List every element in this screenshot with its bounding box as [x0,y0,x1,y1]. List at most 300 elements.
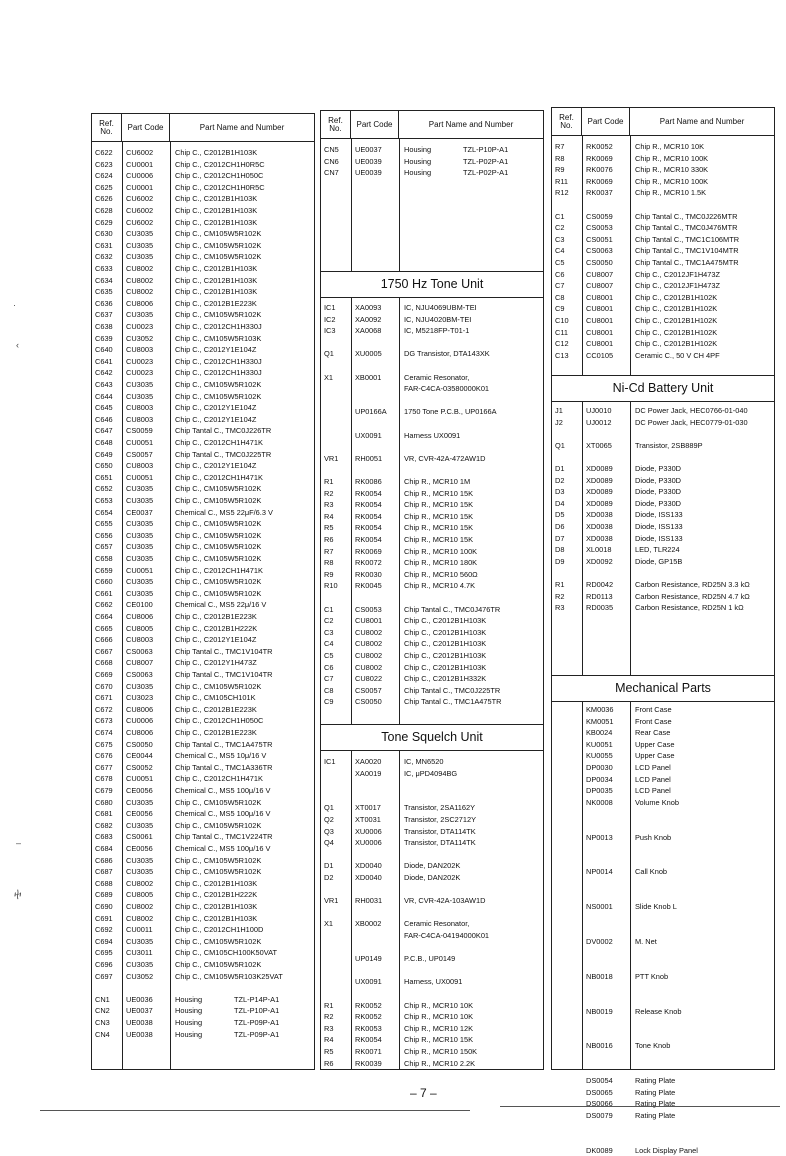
table-row [321,615,543,627]
part-code-cell: CU0006 [126,716,154,726]
table-row [321,1000,543,1012]
part-name-cell: Upper Case [635,739,675,749]
table-row [321,511,543,523]
part-name-cell: Housing [404,156,432,166]
ref-cell: C9 [555,304,565,314]
ref-cell: VR1 [324,896,339,906]
part-code-cell: UE0037 [355,145,382,154]
ref-cell: Q3 [324,826,334,836]
part-code-cell: XA0093 [355,303,382,312]
part-code-cell: CU8005 [126,890,154,900]
ref-cell: C690 [95,902,113,911]
part-name-cell: Chip C., C2012Y1E104Z [175,414,257,424]
ref-cell: R1 [324,477,334,486]
ref-cell: R3 [324,1023,334,1033]
table-row [92,205,314,217]
table-row [321,167,543,179]
header-part-code: Part Code [351,111,399,138]
scan-mark: ‹ [16,340,19,350]
ref-cell: C645 [95,403,113,413]
ref-cell: C675 [95,739,113,749]
part-code-cell: CU0023 [126,368,154,378]
part-name-cell: Chip C., C2012B1H103K [175,902,258,911]
part-code-cell: CU8002 [126,902,154,911]
part-code-cell: CU8003 [126,414,154,424]
part-name-cell: Chip C., CM105W5R102K [175,229,262,239]
table-row [552,533,774,545]
table-row [92,820,314,832]
part-code-cell: RK0054 [355,488,382,498]
ref-cell: C649 [95,449,113,459]
part-code-cell: CU8006 [126,704,154,714]
ref-cell: C641 [95,356,113,366]
part-code-cell: DS0054 [586,1076,613,1086]
table-row [92,518,314,530]
table-row [552,716,774,728]
part-name-cell: Chip Tantal C., TMC1C106MTR [635,234,740,244]
part-name-cell: Rating Plate [635,1111,676,1120]
part-name-cell: Chemical C., MS5 22μ/16 V [175,600,267,610]
table-row [552,855,774,867]
table-row [321,302,543,314]
part-name-cell: Chip R., MCR10 15K [404,488,474,498]
table-row [92,588,314,600]
ref-cell: C633 [95,264,113,273]
table-row [92,495,314,507]
table-row [92,553,314,565]
part-code-cell: RK0054 [355,1035,382,1045]
part-code-cell: KU0055 [586,751,613,761]
part-name-cell: Diode, ISS133 [635,522,683,531]
table-row [92,309,314,321]
part-code-cell: CS0050 [586,258,613,267]
ref-cell: C5 [324,651,334,660]
part-name-cell: Chip R., MCR10 560Ω [404,569,478,579]
table-row [92,611,314,623]
part-code-cell: CS0063 [126,670,153,679]
part-name-cell: Chip C., CM105W5R102K [175,391,262,401]
header-ref-no: Ref. No. [552,108,582,135]
part-code-cell: UE0038 [126,1029,153,1039]
part-code-cell: XD0089 [586,475,613,485]
part-name-cell: Chip C., C2012CH1H330J [175,322,262,331]
ref-cell: C6 [324,662,334,672]
part-code-cell: CU0051 [126,565,154,575]
table-row [552,890,774,902]
ref-cell: C622 [95,148,113,157]
part-code-cell: CU3035 [126,484,154,494]
part-code-cell: XD0038 [586,510,613,520]
part-name-cell: Chip Tantal C., TMC0J476TR [404,604,501,614]
part-code-cell: CU8006 [126,612,154,621]
part-code-cell: NB0019 [586,1006,613,1016]
table-row [552,774,774,786]
part-name-cell: LCD Panel [635,763,671,772]
part-name-cell: Chip C., C2012Y1E104Z [175,403,257,413]
table-row [321,976,543,988]
table-row [321,685,543,697]
ref-cell: C684 [95,844,113,853]
part-name-cell: Chip C., CM105CH100K50VAT [175,948,278,958]
table-row [552,1122,774,1134]
part-code-cell: XA0019 [355,768,382,778]
table-row [92,959,314,971]
part-name-cell: Chip C., C2012B1H103K [175,913,258,923]
part-name-cell: Chip C., C2012CH1H471K [175,774,263,784]
part-name-cell: Chip Tantal C., TMC0J226MTR [635,211,738,221]
ref-cell: R6 [324,535,334,544]
table-row [552,982,774,994]
part-name-cell: Chip C., CM105W5R102K [175,252,262,262]
part-name-cell: Chip R., MCR10 10K [635,142,705,151]
table-row [92,657,314,669]
part-name-cell: Transistor, 2SA1162Y [404,803,476,813]
parts-table-column-3 [551,107,775,1155]
model-number-cell: TZL-P14P-A1 [234,994,280,1004]
ref-cell: C671 [95,693,113,703]
table-row [552,164,774,176]
part-code-cell: RK0054 [355,511,382,521]
table-row [92,286,314,298]
table-row [92,402,314,414]
ref-cell: R3 [324,500,334,510]
table-row [321,569,543,581]
scan-edge-line [40,1110,470,1111]
table-row [321,383,543,395]
part-code-cell: CE0044 [126,751,153,761]
part-name-cell: Carbon Resistance, RD25N 4.7 kΩ [635,591,750,601]
part-code-cell: CU8001 [586,292,614,302]
part-code-cell: CU0023 [126,322,154,331]
table-row [321,849,543,861]
part-name-cell: M. Net [635,937,657,946]
ref-cell: D9 [555,556,565,566]
table-row [552,924,774,936]
part-name-cell: Transistor, 2SB889P [635,440,703,450]
table-row [321,592,543,604]
part-name-cell: IC, MN6520 [404,757,444,766]
table-row [321,546,543,558]
part-code-cell: RK0045 [355,581,382,591]
table-row [92,646,314,658]
part-name-cell: Chip C., C2012B1H103K [175,878,258,888]
ref-cell: C626 [95,194,113,204]
table-row [321,499,543,511]
table-row [92,159,314,171]
part-name-cell: Chip R., MCR10 2.2K [404,1058,476,1068]
ref-cell: R4 [324,1035,334,1045]
ref-cell: D1 [555,464,565,473]
table-row [92,599,314,611]
ref-cell: C692 [95,925,113,935]
part-code-cell: CU3035 [126,240,154,250]
part-code-cell: UE0039 [355,156,382,166]
table-row [321,453,543,465]
part-name-cell: Chip C., CM105W5R102K [175,681,262,691]
ref-cell: D3 [555,487,565,497]
table-row [552,1098,774,1110]
table-row [552,1052,774,1064]
part-name-cell: Chip R., MCR10 100K [404,546,478,556]
part-name-cell: Housing [175,1018,203,1027]
part-code-cell: RH0051 [355,453,383,463]
table-row [92,750,314,762]
part-name-cell: Chip Tantal C., TMC1V104TR [175,670,273,679]
ref-cell: C3 [324,627,334,637]
ref-cell: C3 [555,234,565,244]
part-code-cell: CU0001 [126,182,154,192]
part-name-cell: Chip R., MCR10 1M [404,477,471,486]
part-name-cell: Chip C., C2012B1H103K [175,194,258,204]
table-row [92,762,314,774]
ref-cell: CN3 [95,1018,110,1027]
part-name-cell: Chip C., C2012Y1E104Z [175,635,257,645]
ref-cell: C639 [95,333,113,343]
table-row [92,727,314,739]
part-name-cell: Housing [404,145,432,154]
table-row [321,895,543,907]
part-name-cell: Chip C., C2012B1H102K [635,316,718,325]
ref-cell: C674 [95,728,113,737]
part-code-cell: RK0037 [586,188,613,198]
table-row [92,1029,314,1041]
ref-cell: C651 [95,472,113,482]
ref-cell: X1 [324,919,334,929]
part-code-cell: CS0051 [586,234,613,244]
table-row [92,228,314,240]
table-row [92,785,314,797]
table-row [552,579,774,591]
part-name-cell: Chip C., C2012B1H332K [404,674,487,684]
ref-cell: C658 [95,554,113,563]
part-code-cell: DS0079 [586,1111,613,1120]
part-name-cell: LCD Panel [635,786,671,796]
part-code-cell: CU8002 [126,287,154,297]
part-name-cell: Chip C., C2012B1E223K [175,612,257,621]
scan-mark: ⴕ [14,889,22,899]
part-name-cell: Chip C., C2012CH1H0R5C [175,182,265,192]
part-name-cell: Chip Tantal C., TMC1A475TR [404,697,502,707]
table-row [92,251,314,263]
part-name-cell: Chip C., C2012B1H103K [404,639,487,649]
table-row [92,715,314,727]
part-code-cell: CU8002 [126,264,154,273]
part-code-cell: DP0030 [586,763,613,772]
table-row [321,144,543,156]
table-row [552,878,774,890]
part-code-cell: CS0057 [126,449,153,459]
part-name-cell: P.C.B., UP0149 [404,954,456,964]
page-number: – 7 – [410,1086,437,1100]
part-code-cell: CU3035 [126,577,154,587]
ref-cell: C694 [95,936,113,946]
ref-cell: Q2 [324,815,334,824]
table-row [92,878,314,890]
part-name-cell: Chip C., CM105W5R102K [175,484,262,494]
table-row [92,692,314,704]
part-name-cell: Chip Tantal C., TMC1A475TR [175,739,273,749]
table-row [552,994,774,1006]
table-row [552,1029,774,1041]
table-row [92,889,314,901]
part-name-cell: Carbon Resistance, RD25N 1 kΩ [635,603,744,613]
ref-cell: IC2 [324,314,336,324]
part-code-cell: NB0016 [586,1041,613,1051]
table-row [552,832,774,844]
part-name-cell: Rating Plate [635,1099,676,1109]
part-name-cell: Chip R., MCR10 15K [404,523,474,533]
part-name-cell: Chemical C., MS5 100μ/16 V [175,809,271,819]
ref-cell: CN4 [95,1029,110,1039]
part-code-cell: CU8002 [355,639,383,649]
part-name-cell: Chip R., MCR10 100K [635,176,709,186]
ref-cell: C650 [95,461,113,471]
table-row [321,1058,543,1070]
table-row [321,814,543,826]
table-row [552,405,774,417]
table-row [92,866,314,878]
part-code-cell: RK0054 [355,523,382,533]
part-code-cell: CE0056 [126,786,153,795]
table-row [321,673,543,685]
table-row [321,918,543,930]
part-name-cell: Chip R., MCR10 10K [404,1000,474,1010]
table-row [92,1005,314,1017]
part-code-cell: CE0056 [126,844,153,853]
part-code-cell: CU3035 [126,229,154,239]
part-code-cell: CU8001 [586,327,614,337]
table-row [552,739,774,751]
ref-cell: C682 [95,820,113,830]
table-row [92,634,314,646]
part-code-cell: RK0054 [355,535,382,544]
table-row [552,1075,774,1087]
ref-cell: C632 [95,252,113,262]
part-code-cell: CU8002 [126,878,154,888]
ref-cell: CN5 [324,145,339,154]
ref-cell: C628 [95,206,113,215]
table-row [552,556,774,568]
part-name-cell: Release Knob [635,1006,682,1016]
part-code-cell: CS0063 [586,246,613,256]
ref-cell: R3 [555,603,565,613]
part-code-cell: CU3023 [126,693,154,703]
part-name-cell: IC, M5218FP-T01-1 [404,326,470,336]
table-row [321,650,543,662]
table-row [92,843,314,855]
table-row [552,280,774,292]
part-code-cell: CU3052 [126,971,154,981]
part-code-cell: CU8003 [126,635,154,645]
table-row [321,488,543,500]
part-code-cell: CU6002 [126,194,154,204]
part-code-cell: UP0149 [355,954,382,964]
part-name-cell: FAR-C4CA-03580000K01 [404,384,490,394]
table-row [552,971,774,983]
part-code-cell: RK0030 [355,569,382,579]
table-row [552,303,774,315]
ref-cell: C8 [324,685,334,695]
ref-cell: C696 [95,960,113,969]
section-title: 1750 Hz Tone Unit [321,271,543,298]
part-name-cell: Chip C., C2012JF1H473Z [635,281,721,291]
ref-cell: C653 [95,496,113,505]
ref-cell: C662 [95,600,113,610]
part-code-cell: RK0052 [355,1000,382,1010]
part-name-cell: Harness, UX0091 [404,977,463,987]
part-name-cell: Chip C., C2012B1E223K [175,298,257,308]
ref-cell: C11 [555,327,569,337]
part-code-cell: XL0018 [586,545,612,555]
part-name-cell: VR, CVR-42A-103AW1D [404,896,486,906]
table-row [321,942,543,954]
table-row [552,820,774,832]
ref-cell: C642 [95,368,113,378]
table-row [321,395,543,407]
parts-table-column-2 [320,110,544,1070]
table-row [321,557,543,569]
part-name-cell: Chip C., C2012B1H103K [175,148,258,157]
table-row [321,768,543,780]
part-code-cell: CU8005 [126,623,154,633]
table-row [321,638,543,650]
part-name-cell: Diode, P330D [635,475,682,485]
ref-cell: C654 [95,507,113,517]
part-name-cell: Chip Tantal C., TMC0J226TR [175,426,272,436]
table-row [92,669,314,681]
ref-cell: C683 [95,832,113,842]
table-row [321,930,543,942]
header-part-name: Part Name and Number [199,122,285,132]
header-part-name: Part Name and Number [659,116,745,126]
part-name-cell: Chip C., C2012CH1H330J [175,356,262,366]
table-row [552,315,774,327]
table-row [92,704,314,716]
part-name-cell: PTT Knob [635,971,669,981]
part-name-cell: Diode, DAN202K [404,873,461,882]
part-code-cell: RK0072 [355,558,382,568]
table-row [92,460,314,472]
ref-cell: C2 [555,223,565,233]
table-row [321,837,543,849]
part-code-cell: XD0038 [586,533,613,543]
table-row [321,325,543,337]
part-code-cell: CU8002 [126,275,154,285]
ref-cell: R2 [324,488,334,498]
part-code-cell: CC0105 [586,350,614,360]
part-name-cell: Chip C., CM105CH101K [175,693,256,703]
part-name-cell: Chip C., CM105W5R102K [175,588,262,598]
part-code-cell: CU8002 [355,627,383,637]
ref-cell: C676 [95,751,113,761]
part-name-cell: Chip C., C2012B1H103K [175,217,258,227]
part-name-cell: Chip R., MCR10 15K [404,535,474,544]
part-code-cell: DV0002 [586,937,613,946]
ref-cell: R9 [324,569,334,579]
table-row [92,1017,314,1029]
table-row [552,338,774,350]
part-name-cell: Diode, ISS133 [635,510,683,520]
part-code-cell: CU3035 [126,936,154,946]
part-code-cell: CU8003 [126,345,154,355]
ref-cell: D7 [555,533,565,543]
table-row [552,234,774,246]
ref-cell: C657 [95,542,113,552]
table-row [552,1040,774,1052]
part-code-cell: XD0040 [355,873,382,882]
table-row [552,727,774,739]
table-row [321,988,543,1000]
